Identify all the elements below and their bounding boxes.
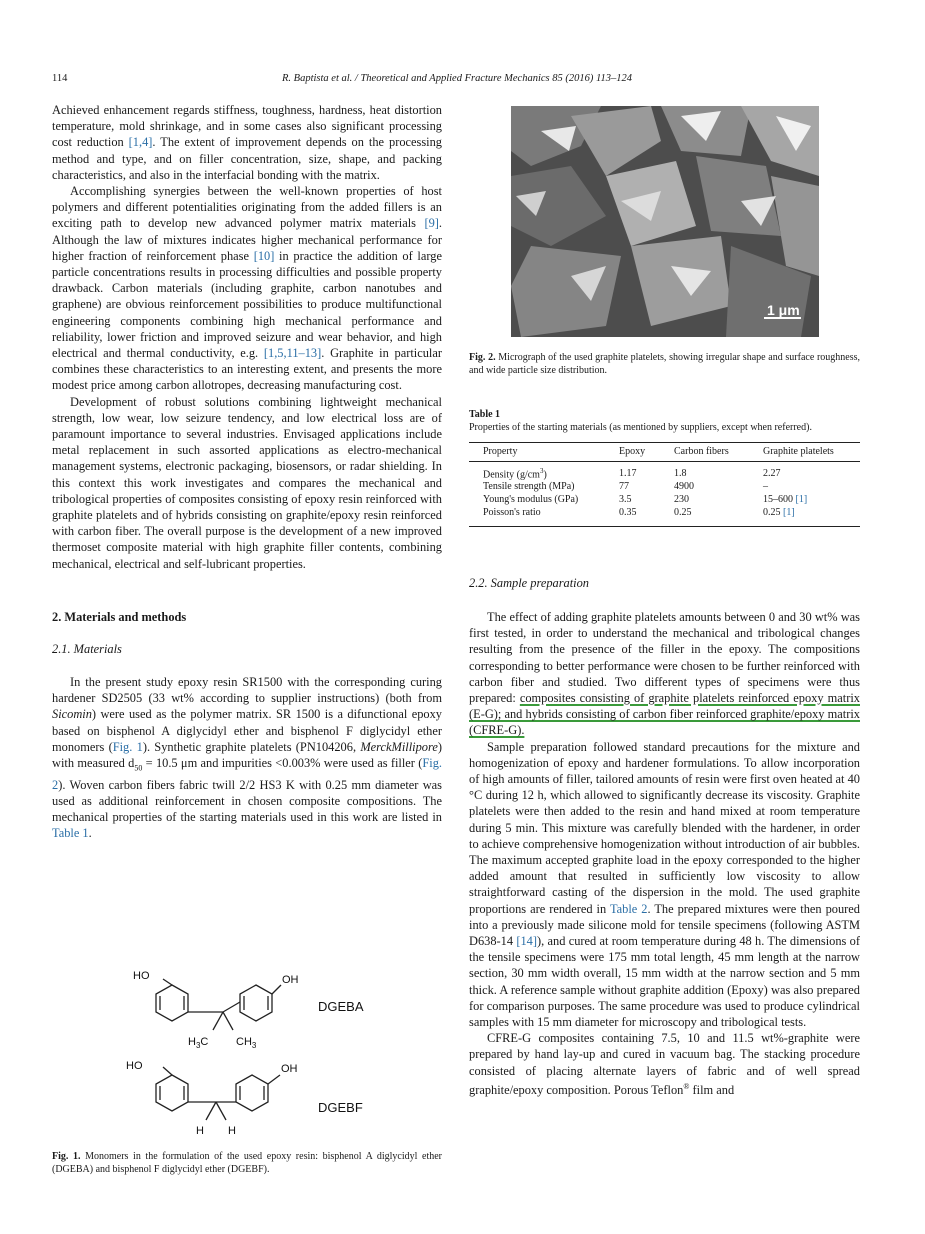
table-row [469, 480, 860, 493]
subsection-heading: 2.1. Materials [52, 641, 122, 656]
table-cell: 15–600 [1] [763, 494, 808, 506]
dgeba-label: DGEBA [318, 999, 364, 1014]
table-header: Carbon fibers [674, 443, 763, 462]
table-link[interactable]: Table 2 [609, 901, 648, 916]
subsection-heading: 2.2. Sample preparation [469, 576, 589, 590]
table-cell: 2.27 [763, 468, 781, 480]
page-number: 114 [52, 73, 68, 84]
paragraph-7: CFRE-G composites containing 7.5, 10 and 11.5 wt%-graphite were prepared by hand lay-up and cured in vacuum bag. The stacking procedure consisted of placing alternate layers of fabric and of well spread graphite/epoxy composition. Porous Teflon® film and [469, 1031, 860, 1098]
citation-link[interactable]: [14] [516, 934, 538, 949]
citation-link[interactable]: [1,4] [128, 135, 153, 150]
table-header: Epoxy [619, 443, 674, 462]
graphite-micrograph [511, 106, 819, 337]
table-cell: 0.25 [1] [763, 506, 860, 527]
table-header: Property [469, 443, 619, 462]
table-cell: Poisson's ratio [469, 506, 619, 527]
paragraph-4: In the present study epoxy resin SR1500 with the corresponding curing hardener SD2505 (33 wt% according to supplier instructions) (both from Sicomin) were used as the polymer matrix. SR 1500 is a difunctional epoxy based on bisphenol A diglycidyl ether and bisphenol F diglycidyl ether monomers (Fig. 1). Synthetic graphite platelets (PN104206, MerckMillipore) with measured $d_{50} = 10.5$ μm and impurities <0.003% were used as filler (Fig. 2). Woven carbon fibers fabric twill 2/2 HS3 K with 0.25 mm diameter was used as additional reinforcement in chosen composite compositions. The mechanical properties of the starting materials used in this work are listed in Table 1. [52, 674, 442, 841]
table-cell: Density $(g/cm^3)$ [483, 467, 547, 481]
table-row [469, 493, 860, 506]
left-column [52, 102, 442, 841]
table-header: Graphite platelets [763, 443, 860, 462]
h-label: H [196, 1125, 204, 1137]
citation-link[interactable]: [10] [253, 248, 275, 263]
citation-link[interactable]: [1,5,11–13] [263, 346, 322, 361]
running-header [52, 73, 862, 89]
table-row [469, 506, 860, 527]
highlighted-text: composites consisting of graphite platelets reinforced epoxy matrix (E-G); and hybrids consisting of carbon fiber reinforced graphite/epoxy matrix (CFRE-G). [469, 691, 860, 738]
table-cell: – [763, 481, 768, 493]
citation-link[interactable]: [9] [424, 216, 439, 231]
table-cell: 0.35 [619, 506, 674, 527]
table-header-row [469, 443, 860, 462]
table-cell: 4900 [674, 481, 694, 493]
figure-link[interactable]: Fig. 1 [112, 739, 143, 754]
h-label: H [228, 1125, 236, 1137]
citation-link[interactable]: [1] [795, 494, 808, 506]
figure-link[interactable]: Fig. 2 [52, 755, 442, 792]
figure-1-caption: Fig. 1. Monomers in the formulation of the used epoxy resin: bisphenol A diglycidyl ether (DGEBA) and bisphenol F diglycidyl ether (DGEBF). [52, 1151, 442, 1175]
table-caption: Properties of the starting materials (as mentioned by suppliers, except when referred). [469, 422, 812, 433]
section-heading: 2. Materials and methods [52, 609, 187, 624]
dgebf-label: DGEBF [318, 1100, 363, 1115]
table-title: Table 1 [469, 409, 501, 420]
table-cell: 0.25 [674, 506, 763, 527]
ho-label: HO [133, 970, 150, 982]
table-cell: 77 [619, 481, 629, 493]
paragraph-5: The effect of adding graphite platelets amounts between 0 and 30 wt% was first tested, in order to understand the mechanical and tribological changes resulting from the presence of the filler in the epoxy. The compositions corresponding to better performance were chosen to be further reinforced with carbon fiber and studied. Two different types of specimens were thus prepared: composites consisting of graphite platelets reinforced epoxy matrix (E-G); and hybrids consisting of carbon fiber reinforced graphite/epoxy matrix (CFRE-G). [469, 610, 860, 738]
table-cell: 3.5 [619, 494, 632, 506]
table-cell: Young's modulus (GPa) [483, 494, 579, 506]
table-cell: 230 [674, 494, 689, 506]
oh-label: OH [282, 974, 299, 986]
paragraph-3: Development of robust solutions combining lightweight mechanical strength, low wear, low seizure tendency, and low electrical loss are of paramount importance to several industries. Envisaged applications include metal replacement in such assorted applications as electro-mechanical management systems, electronic packaging, biosensors, or radar shielding. In this context this work investigates and compares the mechanical and tribological properties of composites consisting of epoxy resin reinforced with graphite platelets and of hybrids consisting on graphite/epoxy resin reinforced with carbon fiber. The overall purpose is the development of a new improved thermoset composite material with high graphite filler contents, combining mechanical, electrical and self-lubricant properties. [52, 394, 442, 571]
table-link[interactable]: Table 1 [52, 826, 89, 841]
table-row [469, 462, 860, 481]
paragraph-6: Sample preparation followed standard precautions for the mixture and homogenization of epoxy and hardener formulations. To allow incorporation of high amounts of filler, tailored amounts of resin were first oven heated at 40 °C during 12 h, which allowed to significantly decrease its viscosity. Graphite platelets were then added to the resin and hand mixed at room temperature during 5 min. This mixture was carefully blended with the hardener, in order to achieve comprehensive homogenization without introduction of air bubbles. The maximum accepted graphite load in the epoxy corresponded to the higher added amount that resulted in sufficiently low viscosity to allow straightforward casting of the dispersion in the mold. The used graphite proportions are rendered in Table 2. The prepared mixtures were then poured into a previously made silicone mold for tensile specimens (following ASTM D638-14 [14]), and cured at room temperature during 48 h. The dimensions of the tensile specimens were 175 mm total length, 45 mm length at the narrow section, 30 mm width overall, 15 mm width at the narrow section and 5 mm thick. A reference sample without graphite addition (Epoxy) was also prepared for comparison purposes. The same procedure was used to produce cylindrical samples with 15 mm diameter for microscopy and tribological tests. [469, 739, 861, 1030]
table-cell: 1.17 [619, 468, 637, 480]
table-cell: 1.8 [674, 468, 687, 480]
right-body [469, 576, 860, 1098]
oh-label: OH [281, 1063, 298, 1075]
properties-table [469, 442, 860, 527]
chemical-structures-figure [120, 962, 390, 1142]
figure-2-caption: Fig. 2. Micrograph of the used graphite platelets, showing irregular shape and surface roughness, and wide particle size distribution. [469, 352, 861, 376]
paragraph-2: Accomplishing synergies between the well-known properties of host polymers and different potentialities originating from the added fillers is an exciting path to develop new advanced polymer matrix materials [9]. Although the law of mixtures indicates higher mechanical performance for higher fraction of reinforcement phase [10] in practice the addition of large particle concentrations results in processing difficulties and possible property drawback. Carbon materials (including graphite, carbon nanotubes and graphene) are obvious reinforcement possibilities to produce multifunctional engineering components combining high mechanical performance and reliability, lower friction and improved seizure and wear behavior, and high electrical and thermal conductivity, e.g. [1,5,11–13]. Graphite in particular combines these characteristics to an interesting extent, and presents the more modest price among carbon allotropes, decreasing manufacturing cost. [52, 184, 442, 393]
paragraph-1: Achieved enhancement regards stiffness, toughness, hardness, heat distortion temperature, mold shrinkage, and in some cases also significant processing cost reduction [1,4]. The extent of improvement depends on the processing method and type, and on filler concentration, size, shape, and packing characteristics, and also in the interfacial bonding with the matrix. [52, 103, 442, 182]
ho-label: HO [126, 1060, 143, 1072]
citation-link[interactable]: [1] [783, 507, 795, 519]
scale-bar-label: 1 μm [767, 302, 800, 318]
h3c-label: $H_3C$ [188, 1036, 209, 1050]
table-cell: Tensile strength (MPa) [483, 481, 575, 493]
ch3-label: $CH_3$ [236, 1036, 257, 1050]
journal-citation: R. Baptista et al. / Theoretical and Applied Fracture Mechanics 85 (2016) 113–124 [282, 73, 632, 84]
table-1-block [469, 408, 860, 527]
